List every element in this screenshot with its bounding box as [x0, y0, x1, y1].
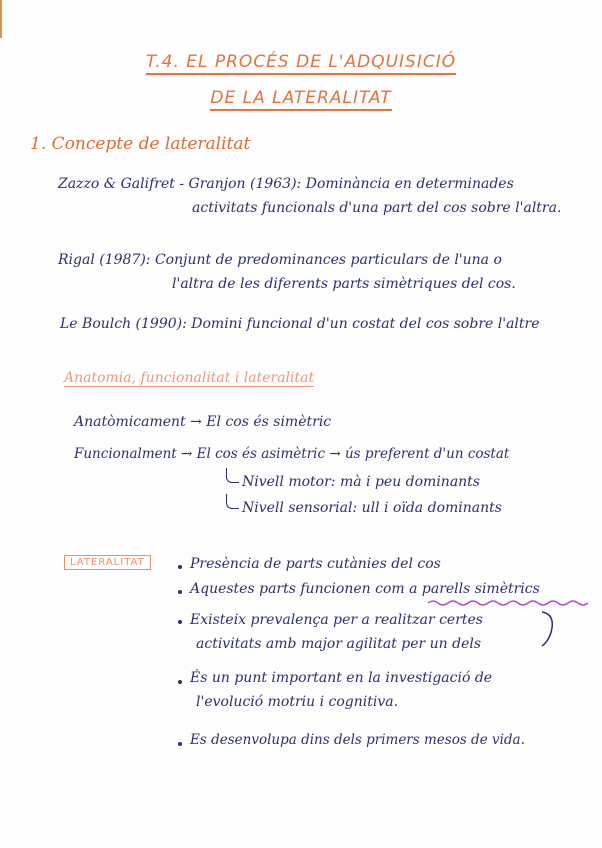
- subheading-anatomy: Anatomia, funcionalitat i lateralitat: [64, 370, 315, 386]
- laterality-bullet-2: Aquestes parts funcionen com a parells simètrics: [190, 581, 540, 597]
- bullet-icon: [178, 565, 182, 569]
- definition-1-line-1: Zazzo & Galifret - Granjon (1963): Dominància en determinades: [58, 176, 514, 192]
- page-title-line-1: T.4. EL PROCÉS DE L'ADQUISICIÓ: [0, 52, 602, 72]
- level-motor: Nivell motor: mà i peu dominants: [242, 474, 480, 490]
- bullet-icon: [178, 742, 182, 746]
- laterality-bullet-4-line-2: l'evolució motriu i cognitiva.: [196, 694, 399, 710]
- definition-2-line-2: l'altra de les diferents parts simètriques del cos.: [172, 276, 516, 292]
- functional-line: Funcionalment → El cos és asimètric → ús preferent d'un costat: [74, 446, 510, 462]
- laterality-bullet-3-line-2: activitats amb major agilitat per un dels: [196, 636, 482, 652]
- definition-2-line-1: Rigal (1987): Conjunt de predominances particulars de l'una o: [58, 252, 502, 268]
- level-sensorial: Nivell sensorial: ull i oïda dominants: [242, 500, 502, 516]
- laterality-bullet-1: Presència de parts cutànies del cos: [190, 556, 441, 572]
- bullet-icon: [178, 620, 182, 624]
- bracket-icon: [540, 610, 556, 648]
- bullet-icon: [178, 590, 182, 594]
- branch-icon: [226, 494, 239, 509]
- laterality-bullet-5: Es desenvolupa dins dels primers mesos de vida.: [190, 732, 525, 748]
- anatomic-line: Anatòmicament → El cos és simètric: [74, 414, 332, 430]
- squiggle-underline: [428, 599, 588, 607]
- branch-icon: [226, 468, 239, 483]
- laterality-bullet-3-line-1: Existeix prevalença per a realitzar certes: [190, 612, 483, 628]
- bullet-icon: [178, 680, 182, 684]
- page-title-line-2: DE LA LATERALITAT: [0, 88, 602, 108]
- laterality-label: LATERALITAT: [64, 555, 151, 570]
- laterality-bullet-4-line-1: És un punt important en la investigació de: [190, 670, 493, 686]
- section-heading: 1. Concepte de lateralitat: [30, 134, 251, 154]
- definition-3-line-1: Le Boulch (1990): Domini funcional d'un costat del cos sobre l'altre: [60, 316, 540, 332]
- page-edge-mark: [0, 0, 2, 38]
- definition-1-line-2: activitats funcionals d'una part del cos sobre l'altra.: [192, 200, 562, 216]
